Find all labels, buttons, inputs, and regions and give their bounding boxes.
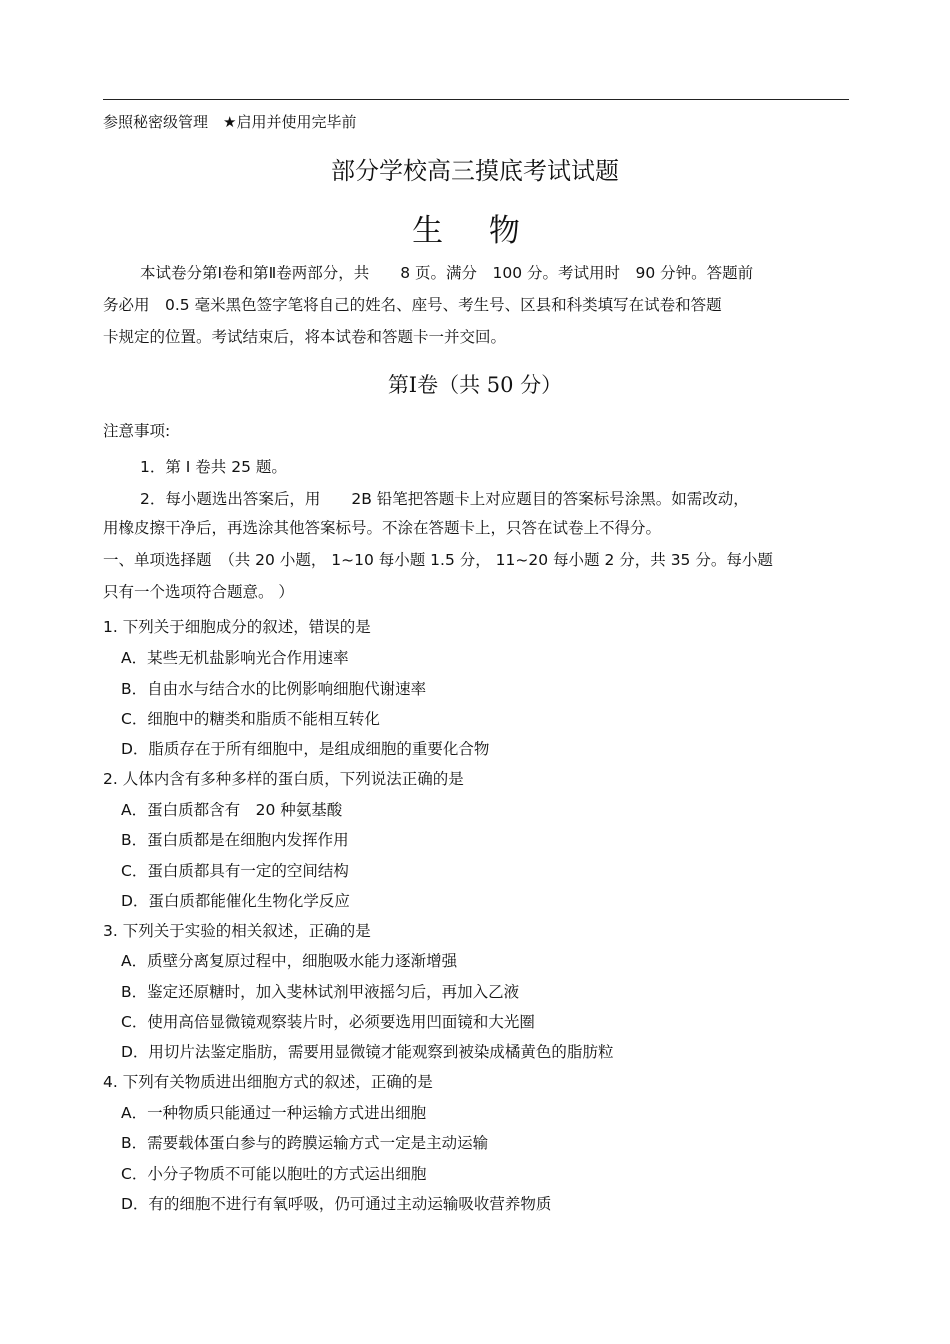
question-4-option-d: D．有的细胞不进行有氧呼吸，仍可通过主动运输吸收营养物质 [121, 1195, 552, 1213]
question-1-option-d: D．脂质存在于所有细胞中，是组成细胞的重要化合物 [121, 740, 490, 758]
question-3-option-d: D．用切片法鉴定脂肪，需要用显微镜才能观察到被染成橘黄色的脂肪粒 [121, 1043, 614, 1061]
question-1-option-a: A．某些无机盐影响光合作用速率 [121, 649, 349, 667]
notes-item-1: 1．第 Ⅰ 卷共 25 题。 [140, 458, 287, 476]
notes-heading: 注意事项: [103, 422, 171, 440]
question-2-option-c: C．蛋白质都具有一定的空间结构 [121, 862, 349, 880]
question-2-option-d: D．蛋白质都能催化生物化学反应 [121, 892, 350, 910]
header-rule [103, 99, 849, 100]
question-4-option-a: A．一种物质只能通过一种运输方式进出细胞 [121, 1104, 427, 1122]
question-3-option-b: B．鉴定还原糖时，加入斐林试剂甲液摇匀后，再加入乙液 [121, 983, 520, 1001]
notes-item-2-line-2: 用橡皮擦干净后，再选涂其他答案标号。不涂在答题卡上，只答在试卷上不得分。 [103, 519, 662, 537]
section-title: 第Ⅰ卷（共 50 分） [387, 373, 563, 397]
question-4-stem: 4. 下列有关物质进出细胞方式的叙述，正确的是 [103, 1073, 433, 1091]
intro-line-3: 卡规定的位置。考试结束后，将本试卷和答题卡一并交回。 [103, 328, 507, 346]
question-1-stem: 1. 下列关于细胞成分的叙述，错误的是 [103, 618, 371, 636]
question-3-stem: 3. 下列关于实验的相关叙述，正确的是 [103, 922, 371, 940]
question-3-option-a: A．质壁分离复原过程中，细胞吸水能力逐渐增强 [121, 952, 458, 970]
question-2-option-b: B．蛋白质都是在细胞内发挥作用 [121, 831, 349, 849]
question-1-option-c: C．细胞中的糖类和脂质不能相互转化 [121, 710, 380, 728]
question-2-option-a: A．蛋白质都含有 20 种氨基酸 [121, 801, 343, 819]
intro-line-1: 本试卷分第Ⅰ卷和第Ⅱ卷两部分，共 8 页。满分 100 分。考试用时 90 分钟。答题前 [140, 264, 754, 282]
subject-title: 生 物 [412, 213, 538, 249]
part1-instructions-line-2: 只有一个选项符合题意。 ） [103, 583, 294, 601]
part1-instructions-line-1: 一、单项选择题 （共 20 小题， 1~10 每小题 1.5 分， 11~20 每小题 2 分，共 35 分。每小题 [103, 551, 773, 569]
question-1-option-b: B．自由水与结合水的比例影响细胞代谢速率 [121, 680, 427, 698]
notes-item-2-line-1: 2．每小题选出答案后，用 2B 铅笔把答题卡上对应题目的答案标号涂黑。如需改动， [140, 490, 749, 508]
confidential-notice: 参照秘密级管理 ★启用并使用完毕前 [103, 113, 357, 131]
question-2-stem: 2. 人体内含有多种多样的蛋白质，下列说法正确的是 [103, 770, 464, 788]
question-4-option-b: B．需要载体蛋白参与的跨膜运输方式一定是主动运输 [121, 1134, 489, 1152]
question-3-option-c: C．使用高倍显微镜观察装片时，必须要选用凹面镜和大光圈 [121, 1013, 535, 1031]
intro-line-2: 务必用 0.5 毫米黑色签字笔将自己的姓名、座号、考生号、区县和科类填写在试卷和答题 [103, 296, 722, 314]
exam-title: 部分学校高三摸底考试试题 [331, 157, 619, 185]
question-4-option-c: C．小分子物质不可能以胞吐的方式运出细胞 [121, 1165, 427, 1183]
